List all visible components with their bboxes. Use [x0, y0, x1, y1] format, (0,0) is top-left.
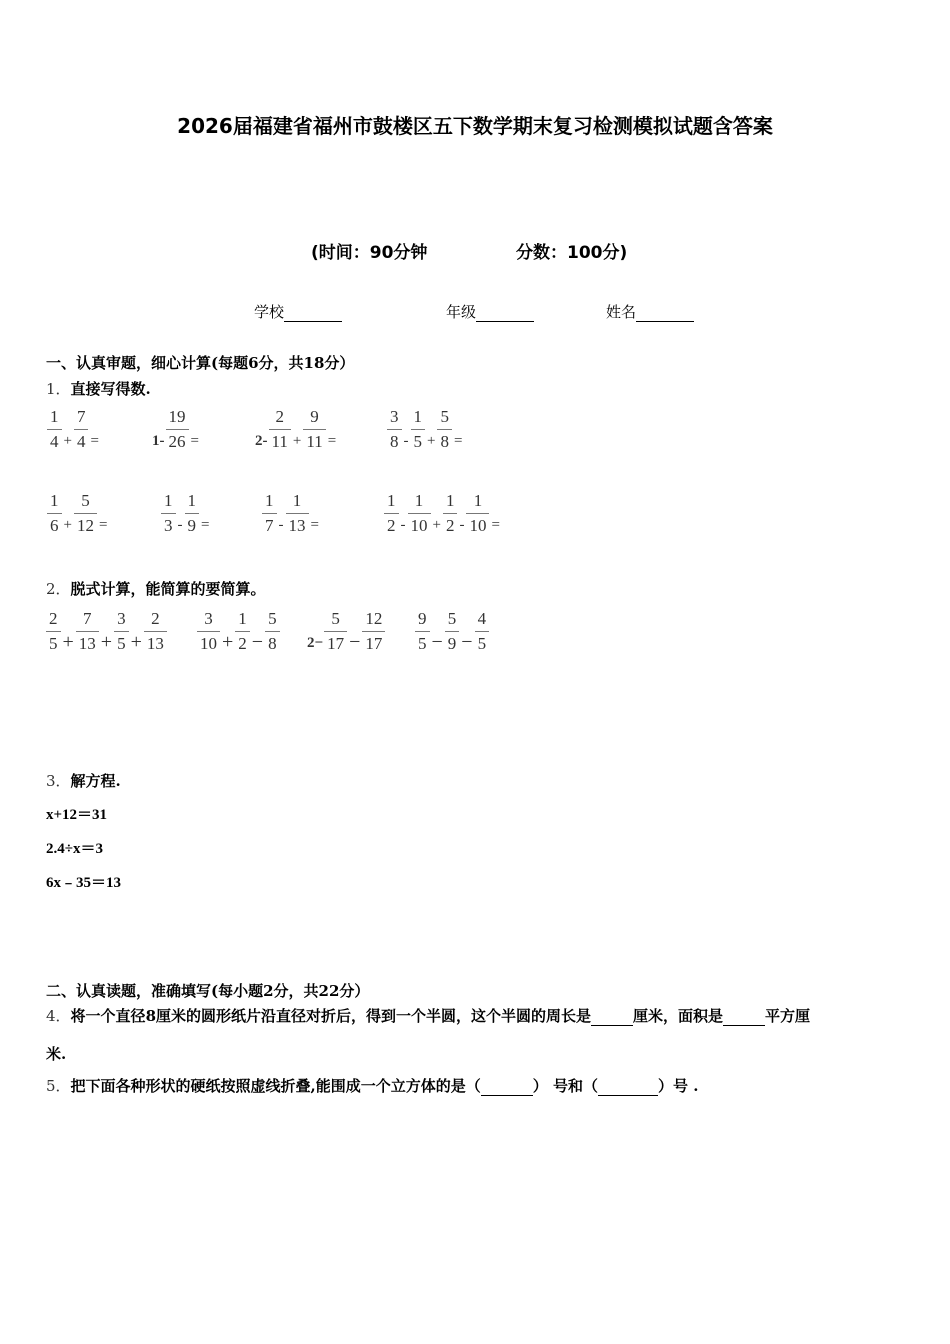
fraction [384, 492, 399, 535]
denominator: 3 [161, 513, 176, 535]
numerator: 3 [204, 609, 213, 628]
q4-number: 4． [46, 1007, 71, 1025]
q2-expr [45, 610, 168, 653]
denominator: 11 [269, 429, 291, 451]
denominator: 13 [286, 513, 309, 535]
numerator: 5 [447, 609, 457, 628]
denominator: 4 [47, 429, 62, 451]
numerator: 2 [151, 609, 160, 628]
fraction [466, 492, 489, 535]
denominator: 10 [197, 631, 220, 653]
denominator: 8 [265, 631, 280, 653]
q5-blank-1 [481, 1077, 533, 1096]
fraction [415, 610, 430, 653]
fraction [324, 610, 347, 653]
denominator: 7 [262, 513, 277, 535]
q5-text-c: ）号 . [658, 1077, 699, 1095]
equation-1: x+12＝31 [46, 807, 108, 823]
q4-diameter: 8 [145, 1007, 156, 1025]
numerator: 7 [76, 407, 86, 426]
school-field [254, 301, 342, 322]
q5-number: 5． [46, 1077, 71, 1095]
q5-text-b: ） 号和（ [532, 1077, 599, 1095]
numerator: 1 [164, 491, 173, 510]
school-blank [284, 303, 342, 322]
q1-expr [261, 492, 320, 535]
numerator: 5 [440, 407, 449, 426]
q4-blank-perimeter [591, 1007, 633, 1026]
operator: = [98, 516, 108, 533]
expr-lead: 2- [255, 432, 268, 449]
numerator: 5 [268, 609, 277, 628]
grade-label: 年级 [446, 303, 477, 321]
numerator: 1 [265, 491, 274, 510]
q4-line2 [46, 1043, 66, 1064]
fraction [144, 610, 167, 653]
denominator: 10 [408, 513, 431, 535]
numerator: 3 [390, 407, 399, 426]
q2-text: 脱式计算，能简算的要简算。 [70, 580, 266, 598]
denominator: 9 [185, 513, 200, 535]
operator: - [459, 516, 465, 533]
fraction [74, 492, 97, 535]
fraction [437, 408, 452, 451]
fraction [411, 408, 426, 451]
denominator: 6 [47, 513, 62, 535]
numerator: 1 [473, 491, 483, 510]
numerator: 12 [365, 609, 383, 628]
operator: − [431, 630, 443, 653]
q4-blank-area [723, 1007, 765, 1026]
fraction [47, 408, 62, 451]
q2-number: 2． [46, 580, 71, 598]
operator: = [453, 432, 463, 449]
numerator: 1 [292, 491, 302, 510]
operator: + [63, 432, 72, 449]
fraction [408, 492, 431, 535]
numerator: 2 [49, 609, 58, 628]
denominator: 5 [114, 631, 129, 653]
grade-field [446, 301, 534, 322]
fraction [443, 492, 458, 535]
fraction [197, 610, 220, 653]
q2-expr [196, 610, 281, 653]
numerator: 9 [418, 609, 427, 628]
q4-text-a: 将一个直径 [70, 1007, 146, 1025]
operator: = [90, 432, 99, 449]
denominator: 8 [387, 429, 402, 451]
fraction [74, 408, 89, 451]
operator: - [400, 516, 406, 533]
q2-expr [307, 610, 386, 653]
q4-text-b: 厘米的圆形纸片沿直径对折后，得到一个半圆，这个半圆的周长是 [156, 1007, 592, 1025]
numerator: 1 [238, 609, 247, 628]
q1-expr [152, 408, 200, 451]
denominator: 5 [411, 429, 426, 451]
denominator: 5 [475, 631, 490, 653]
denominator: 5 [46, 631, 61, 653]
numerator: 3 [117, 609, 126, 628]
q4-text-line2: 米. [46, 1045, 67, 1063]
q1-expr [383, 492, 501, 535]
section2-heading: 二、认真读题，准确填写(每小题2分，共22分） [46, 982, 370, 1000]
numerator: 9 [310, 407, 319, 426]
name-label: 姓名 [606, 303, 637, 321]
q1-heading [46, 378, 151, 399]
q1-expr [46, 408, 100, 451]
fraction [475, 610, 490, 653]
operator: + [292, 432, 302, 449]
q1-expr [46, 492, 108, 535]
operator: + [222, 630, 234, 653]
numerator: 5 [331, 609, 340, 628]
q2-expr [414, 610, 490, 653]
q5-line [46, 1075, 698, 1096]
operator: + [130, 630, 142, 653]
fraction [286, 492, 309, 535]
equation-3: 6x﹣35＝13 [46, 875, 122, 891]
operator: - [278, 516, 284, 533]
fraction [445, 610, 460, 653]
fraction [185, 492, 200, 535]
q4-text-c: 厘米，面积是 [633, 1007, 724, 1025]
fraction [262, 492, 277, 535]
numerator: 1 [445, 491, 455, 510]
q3-number: 3． [46, 772, 71, 790]
fraction [76, 610, 99, 653]
denominator: 13 [144, 631, 167, 653]
denominator: 11 [303, 429, 325, 451]
denominator: 2 [443, 513, 458, 535]
expr-lead: 2− [307, 634, 324, 651]
denominator: 10 [466, 513, 489, 535]
q3-text: 解方程. [70, 772, 121, 790]
fraction [47, 492, 62, 535]
operator: = [190, 432, 199, 449]
exam-time: (时间：90分钟 [311, 243, 428, 263]
fraction [303, 408, 325, 451]
operator: - [177, 516, 183, 533]
denominator: 5 [415, 631, 430, 653]
fraction [269, 408, 291, 451]
operator: − [251, 630, 264, 653]
denominator: 9 [445, 631, 460, 653]
fraction [387, 408, 402, 451]
fraction [235, 610, 250, 653]
numerator: 1 [413, 407, 422, 426]
expr-lead: 1- [152, 432, 165, 449]
operator: = [327, 432, 337, 449]
operator: + [427, 432, 436, 449]
q1-number: 1． [46, 380, 71, 398]
operator: − [349, 630, 361, 653]
exam-score: 分数：100分) [516, 243, 628, 263]
numerator: 7 [83, 609, 92, 628]
q2-heading [46, 578, 266, 599]
q1-expr [160, 492, 210, 535]
q5-text-a: 把下面各种形状的硬纸按照虚线折叠,能围成一个立方体的是（ [70, 1077, 481, 1095]
denominator: 2 [235, 631, 250, 653]
numerator: 1 [50, 491, 59, 510]
fraction [166, 408, 189, 451]
equation-2: 2.4÷x＝3 [46, 841, 103, 857]
numerator: 19 [168, 407, 186, 426]
numerator: 1 [187, 491, 196, 510]
q1-expr [386, 408, 463, 451]
q3-heading [46, 770, 121, 791]
operator: + [100, 630, 113, 653]
fraction [46, 610, 61, 653]
q4-line1 [46, 1005, 810, 1026]
denominator: 2 [384, 513, 399, 535]
denominator: 17 [324, 631, 347, 653]
q1-expr [255, 408, 337, 451]
numerator: 2 [275, 407, 284, 426]
fraction [265, 610, 280, 653]
fraction [362, 610, 385, 653]
denominator: 26 [166, 429, 189, 451]
numerator: 5 [81, 491, 90, 510]
operator: − [461, 630, 473, 653]
name-field [606, 301, 694, 322]
operator: = [201, 516, 210, 533]
operator: + [432, 516, 441, 533]
fraction [161, 492, 176, 535]
q1-text: 直接写得数. [70, 380, 151, 398]
fraction [114, 610, 129, 653]
q5-blank-2 [598, 1077, 658, 1096]
grade-blank [476, 303, 534, 322]
operator: = [310, 516, 319, 533]
numerator: 1 [387, 491, 396, 510]
school-label: 学校 [254, 303, 285, 321]
section1-heading: 一、认真审题，细心计算(每题6分，共18分） [46, 354, 355, 372]
numerator: 1 [50, 407, 59, 426]
operator: + [63, 516, 72, 533]
operator: - [403, 432, 409, 449]
denominator: 13 [76, 631, 99, 653]
denominator: 4 [74, 429, 89, 451]
denominator: 12 [74, 513, 97, 535]
denominator: 17 [362, 631, 385, 653]
operator: = [491, 516, 500, 533]
operator: + [62, 630, 74, 653]
denominator: 8 [437, 429, 452, 451]
name-blank [636, 303, 694, 322]
numerator: 1 [414, 491, 424, 510]
q4-text-d: 平方厘 [765, 1007, 811, 1025]
document-title: 2026届福建省福州市鼓楼区五下数学期末复习检测模拟试题含答案 [177, 114, 773, 138]
numerator: 4 [477, 609, 487, 628]
